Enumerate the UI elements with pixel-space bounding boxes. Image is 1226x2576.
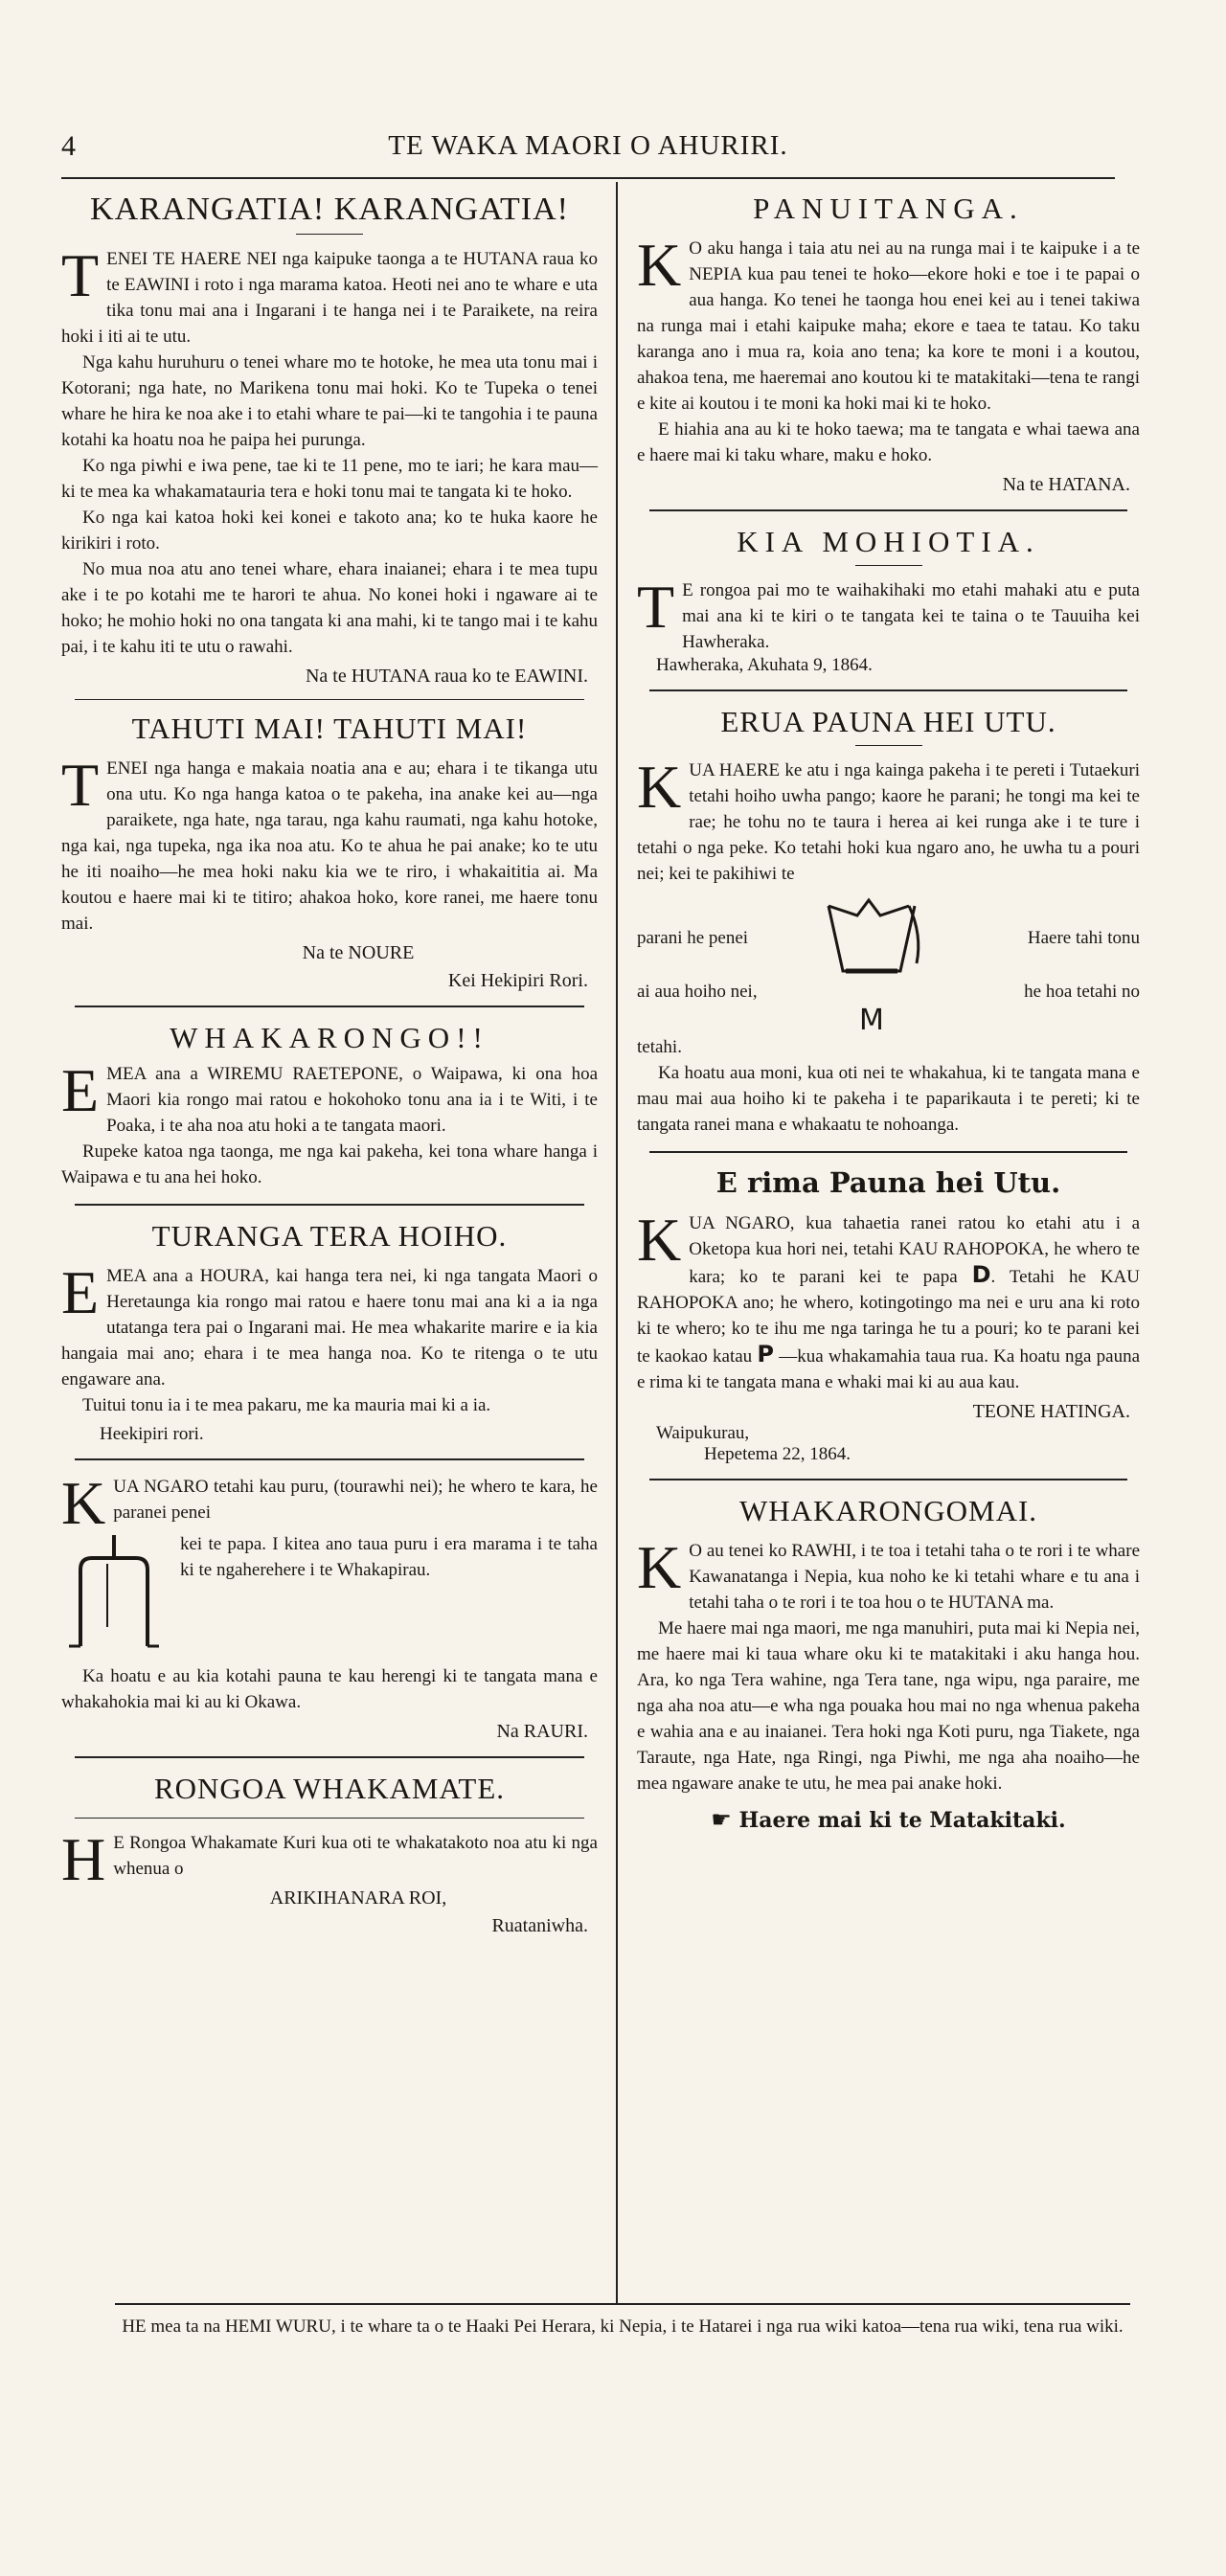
divider <box>649 1151 1127 1153</box>
signature: ARIKIHANARA ROI, <box>269 1887 447 1909</box>
paragraph: E Rongoa Whakamate Kuri kua oti te whakatakoto noa atu ki nga whenua o <box>113 1833 598 1879</box>
ad-tahuti <box>61 712 598 992</box>
drop-cap: T <box>637 573 675 641</box>
drop-cap: K <box>637 1206 682 1274</box>
paragraph: E hiahia ana au ki te hoko taewa; ma te tangata e whai taewa ana e haere mai ki taku whare, maku e hoko. <box>637 419 1140 465</box>
section-heading: WHAKARONGOMAI. <box>738 1494 1038 1527</box>
paragraph: Rupeke katoa nga taonga, me nga kai pakeha, kei tona whare hanga i Waipawa e tu ana hei hoko. <box>61 1141 598 1187</box>
paragraph: tetahi. <box>637 1037 682 1057</box>
drop-cap: K <box>637 753 682 821</box>
pointing-hand-icon: ☛ <box>711 1806 732 1833</box>
ad-whakarongo <box>61 1021 598 1190</box>
ad-e-rima-pauna <box>637 1166 1140 1465</box>
article-body <box>61 1663 598 1715</box>
section-heading: TURANGA TERA HOIHO. <box>151 1219 508 1253</box>
figure-caption: Haere tahi tonu <box>1027 928 1140 948</box>
brand-d-icon: D <box>971 1261 991 1288</box>
paragraph: Ka hoatu aua moni, kua oti nei te whakahua, ki te tangata mana e mau mai aua hoiho ki te pakeha i te paparikauta i te pereti; ki te tangata ranei mana e whakaatu te nohoanga. <box>637 1063 1140 1135</box>
signature: Na te NOURE <box>302 942 415 963</box>
text-segment: UA NGARO, kua tahaetia ranei ratou ko etahi atu i a Oketopa kua hori nei, tetahi KAU RAHOPOKA, he whero te kara; ko te parani kei te papa <box>689 1213 1140 1287</box>
section-heading: ERUA PAUNA HEI UTU. <box>720 705 1056 738</box>
ad-rongoa <box>61 1772 598 1937</box>
section-heading: TAHUTI MAI! TAHUTI MAI! <box>131 712 528 745</box>
text-segment: —kua whakamahia taua rua. Ka hoatu nga pauna e rima ki te tangata mana e whaki mai ki au aua kau. <box>637 1346 1140 1392</box>
imprint: HE mea ta na HEMI WURU, i te whare ta o te Haaki Pei Herara, ki Nepia, i te Hatarei i nga rua wiki katoa—tena rua wiki, tena rua wiki. <box>122 2316 1124 2337</box>
footer-rule <box>115 2303 1130 2305</box>
ad-erua-pauna <box>637 705 1140 1138</box>
figure-caption: ai aua hoiho nei, <box>637 982 758 1002</box>
masthead: TE WAKA MAORI O AHURIRI. <box>388 130 788 161</box>
brand-figure-row <box>61 1531 598 1656</box>
ad-turanga <box>61 1219 598 1445</box>
closing-line <box>637 1806 1140 1833</box>
right-column <box>637 192 1140 1833</box>
running-head <box>61 123 1115 161</box>
divider <box>75 1818 584 1819</box>
paragraph: ENEI nga hanga e makaia noatia ana e au; ehara i te tikanga utu ona utu. Ko nga hanga katoa o te pakeha, ina anake kei au—nga paraikete, nga hate, nga tarau, nga kahu raumati, nga kahu hotoke, nga kai, nga tupeka, nga ika noa atu. Ko te ahua he pai anake; ko te utu he iti noaiho—he mea hoki naku kia we te riro, i whakaititia ai. Ma koutou e haere mai ki te titiro; ahakoa hoko, kore ranei, me haere tonu mai. <box>61 758 598 934</box>
drop-cap: E <box>61 1056 100 1124</box>
article-body <box>637 753 1140 887</box>
place: Heekipiri rori. <box>100 1424 204 1444</box>
drop-cap: K <box>61 1469 106 1537</box>
paragraph: Ko nga piwhi e iwa pene, tae ki te 11 pene, mo te iari; he kara mau—ki te mea ka whakamatauria tera e hoki tonu mai te tangata ki te hoko. <box>61 456 598 502</box>
divider <box>75 1458 584 1460</box>
section-heading: WHAKARONGO!! <box>170 1021 489 1054</box>
section-heading: KIA MOHIOTIA. <box>737 525 1040 558</box>
drop-cap: E <box>61 1258 100 1326</box>
divider <box>75 1204 584 1206</box>
article-body <box>61 241 598 660</box>
article-body <box>637 1206 1140 1395</box>
section-heading: E rima Pauna hei Utu. <box>715 1166 1061 1199</box>
paragraph: ENEI TE HAERE NEI nga kaipuke taonga a te HUTANA raua ko te EAWINI i roto i nga marama katoa. Heoti nei ano te whare e uta tika tonu mai ana i Ingarani i te hanga nei i te Paraikete, na reira hoki i iti ai te utu. <box>61 249 598 347</box>
article-body <box>637 1533 1140 1796</box>
signature: TEONE HATINGA. <box>972 1401 1130 1422</box>
brand-figure-row <box>637 896 1140 1037</box>
article-body <box>637 231 1140 468</box>
closing-text: Haere mai ki te Matakitaki. <box>738 1808 1066 1833</box>
horse-brand-icon <box>809 896 934 1002</box>
paragraph: E rongoa pai mo te waihakihaki mo etahi mahaki atu e puta mai ana ki te kiri o te tangata kei te taina o te Tauuiha kei Hawheraka. <box>682 580 1140 652</box>
section-heading: PANUITANGA. <box>753 192 1024 225</box>
ad-panuitanga <box>637 192 1140 496</box>
divider <box>649 689 1127 691</box>
paragraph: O au tenei ko RAWHI, i te toa i tetahi taha o te rori i te whare Kawanatanga i Nepia, kua noho ke ki tetahi whare e tu ana i tetahi taha o te rori i te toa hou o te HUTANA ma. <box>689 1541 1140 1613</box>
paragraph: Tuitui tonu ia i te mea pakaru, me ka mauria mai ki a ia. <box>82 1395 491 1415</box>
signature: Na RAURI. <box>496 1721 588 1742</box>
divider <box>75 1006 584 1007</box>
text-segment: . Tetahi he KAU RAHOPOKA ano; he whero, kotingotingo ma nei e uru ana ki roto ki te whero; ko te ihu me nga taringa he tu a pouri; ko te parani kei te kaokao katau <box>637 1267 1140 1367</box>
figure-text-right <box>943 912 1140 1019</box>
article-body <box>61 751 598 937</box>
divider <box>649 509 1127 511</box>
left-column <box>61 192 598 1937</box>
paragraph: kei te papa. I kitea ano taua puru i era marama i te taha ki te ngaherehere i te Whakapirau. <box>180 1534 598 1580</box>
page-number: 4 <box>61 130 76 162</box>
dateline: Hawheraka, Akuhata 9, 1864. <box>656 655 873 675</box>
divider <box>855 745 922 746</box>
signature: Na te HATANA. <box>1002 474 1130 495</box>
figure-caption: parani he penei <box>637 928 749 948</box>
article-body <box>61 1258 598 1418</box>
article-body <box>637 1034 1140 1138</box>
figure-text-left <box>637 912 800 1019</box>
figure-caption: he hoa tetahi no <box>1024 982 1140 1002</box>
paragraph: UA NGARO tetahi kau puru, (tourawhi nei); he whero te kara, he paranei penei <box>113 1477 598 1523</box>
paragraph: No mua noa atu ano tenei whare, ehara inaianei; ehara i te mea tupu ake i te po kotahi me te harori te ahua. No konei hoki i ngaware ai te hoko; he mohio hoki no ona tangata ki ana mahi, ki te tango mai i te kahu pai, i te kahu iti te utu o rawahi. <box>61 559 598 657</box>
drop-cap: T <box>61 241 100 309</box>
place: Ruataniwha. <box>491 1915 588 1936</box>
brand-letter: M <box>859 1004 884 1037</box>
header-rule <box>61 177 1115 179</box>
paragraph: Nga kahu huruhuru o tenei whare mo te hotoke, he mea uta tonu mai i Kotorani; nga hate, no Marikena tonu mai hoki. Ko te Tupeka o tenei whare he hira ke noa ake i to etahi whare te pai—ki te tangohia i te pauna kotahi ka hoatu noa he paipa hei purunga. <box>61 352 598 450</box>
ad-kia-mohiotia <box>637 525 1140 676</box>
ad-kua-ngaro <box>61 1469 598 1743</box>
drop-cap: H <box>61 1825 106 1893</box>
brand-p-icon: P <box>757 1341 774 1367</box>
divider <box>649 1479 1127 1480</box>
paragraph: Me haere mai nga maori, me nga manuhiri, puta mai ki Nepia nei, me haere mai ki taua whare oku ki te matakitaki i aku hanga hou. Ara, ko nga Tera wahine, nga Tera tane, nga wipu, nga paraire, me nga aha noa atu—e wha nga pouaka hou mai no nga whenua pakeha e wahia ana e au inaianei. Tera hoki nga Koti puru, nga Tiakete, nga Taraute, nga Hate, nga Ringi, nga Piwhi, me nga aha noaiho—he mea ngaware anake te utu, he mea pai anake hoki. <box>637 1618 1140 1794</box>
section-heading: RONGOA WHAKAMATE. <box>153 1772 506 1805</box>
divider <box>75 699 584 700</box>
date: Hepetema 22, 1864. <box>704 1444 851 1464</box>
drop-cap: K <box>637 1533 682 1601</box>
signature: Na te HUTANA raua ko te EAWINI. <box>305 666 588 687</box>
divider <box>855 565 922 566</box>
article-body <box>637 573 1140 655</box>
paragraph: MEA ana a HOURA, kai hanga tera nei, ki nga tangata Maori o Heretaunga kia rongo mai ratou e haere tonu mai ana ki a ia nga utatanga tera pai o Ingarani mai. He mea whakarite marire e ia kia hangaia mai ano; ehara i te mea hanga noa. Ko te ritenga o te utu engaware ana. <box>61 1266 598 1390</box>
article-body <box>61 1056 598 1190</box>
column-rule <box>616 182 618 2303</box>
ad-whakarongomai <box>637 1494 1140 1833</box>
paragraph: MEA ana a WIREMU RAETEPONE, o Waipawa, ki ona hoa Maori kia rongo mai ratou e hokohoko tonu ana ia i te Witi, i te Poaka, i te aha noa atu hoki a te tangata maori. <box>106 1064 598 1136</box>
paragraph <box>637 1206 1140 1395</box>
cattle-brand-icon <box>61 1531 167 1656</box>
paragraph: Ko nga kai katoa hoki kei konei e takoto ana; ko te huka kaore he kirikiri i roto. <box>61 508 598 554</box>
paragraph: Ka hoatu e au kia kotahi pauna te kau herengi ki te tangata mana e whakahokia mai ki au ki Okawa. <box>61 1666 598 1712</box>
article-body <box>61 1825 598 1893</box>
paragraph: O aku hanga i taia atu nei au na runga mai i te kaipuke i a te NEPIA kua pau tenei te hoko—ekore hoki e toe i te papai o aua hanga. Ko tenei he taonga hou enei kei au i tenei takiwa na runga mai i etahi kaipuke maha; ekore e taea te tatau. Ko taku karanga ano i mua ra, koia ano tena; ka kore te moni i a koutou, ahakoa tena, me haeremai ano koutou ki te matakitaki—tena te rangi e kite ai koutou i te moni ka hoki mai ki te hoko. <box>637 238 1140 414</box>
ad-karangatia <box>61 192 598 688</box>
place: Kei Hekipiri Rori. <box>447 970 588 991</box>
paragraph: UA HAERE ke atu i nga kainga pakeha i te pereti i Tutaekuri tetahi hoiho uwha pango; kaore he parani; he tongi ma kei te rae; he tohu no te taura i herea ai kei runga ake i te ture i tetahi o nga peke. Ko tetahi hoki kua ngaro ano, he uwha tu a pouri nei; kei te pakihiwi te <box>637 760 1140 884</box>
divider <box>75 1756 584 1758</box>
figure-caption <box>180 1531 598 1583</box>
drop-cap: T <box>61 751 100 819</box>
horse-brand <box>800 896 943 1037</box>
divider <box>296 234 363 235</box>
section-heading: KARANGATIA! KARANGATIA! <box>90 192 569 227</box>
article-body <box>61 1469 598 1537</box>
place: Waipukurau, <box>656 1423 750 1443</box>
drop-cap: K <box>637 231 682 299</box>
